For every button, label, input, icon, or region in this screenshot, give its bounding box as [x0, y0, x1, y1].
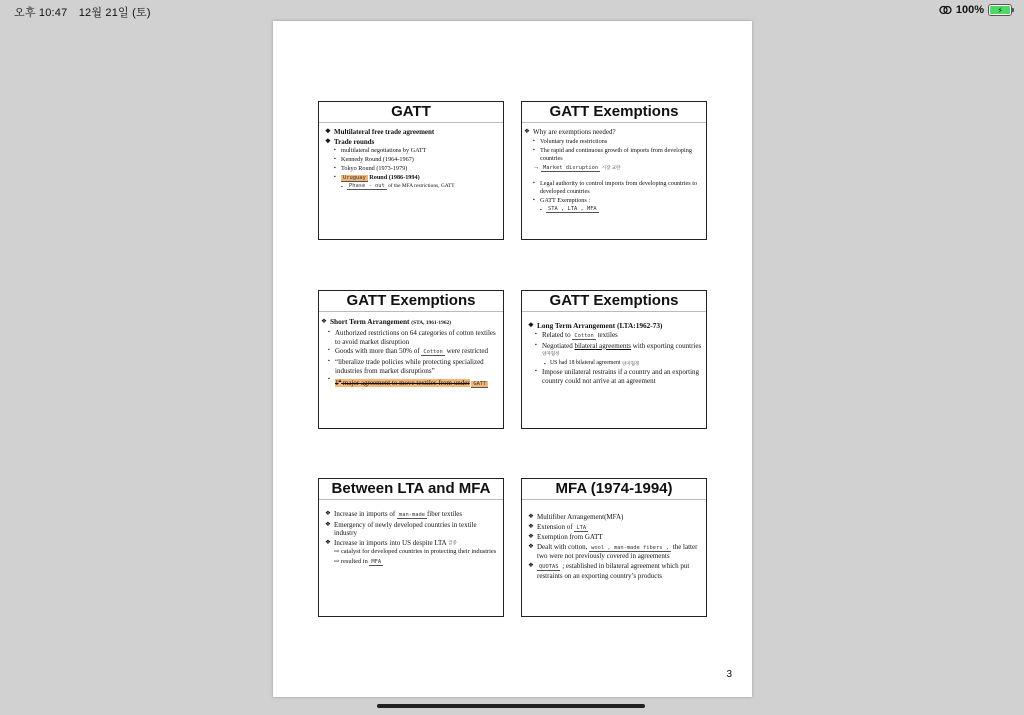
bullet-text: 1: [335, 378, 339, 387]
bullet-text: Extension of: [537, 522, 573, 531]
bullet: [321, 317, 499, 328]
bullet-text: Round (1986-1994): [369, 174, 420, 182]
document-page: [273, 21, 752, 697]
battery-icon: ⚡: [988, 4, 1012, 16]
handwritten-annotation: 양자협정: [621, 360, 640, 366]
bullet: ❖ Long Term Arrangement (LTA:1962-73): [528, 321, 702, 330]
arrow-right-icon: ⇨: [334, 548, 340, 556]
slide-between-lta-mfa: [318, 478, 504, 617]
bullet-text: major agreement to move textiles from under: [341, 378, 470, 387]
slide-gatt-exemptions-1: [521, 101, 707, 240]
handwritten-note: Uruguay: [343, 175, 366, 182]
bullet-text: Dealt with cotton,: [537, 542, 588, 551]
bullet-text: Negotiated: [542, 341, 573, 350]
link-icon: [939, 5, 952, 15]
sub-bullet: ▪ Voluntary trade restrictions: [524, 138, 702, 146]
bullet-text: US had 18 bilateral agreement: [550, 359, 621, 366]
handwritten-note: Cotton: [423, 349, 443, 356]
bullet-text: fiber textiles: [426, 510, 463, 518]
bullet: ❖ Exemption from GATT: [528, 533, 702, 542]
bullet: [528, 562, 702, 580]
battery-percent: 100%: [955, 4, 984, 16]
bullet-text: were restricted: [446, 347, 488, 356]
home-indicator[interactable]: [377, 704, 645, 708]
handwritten-annotation: 양자협정: [542, 351, 560, 357]
handwritten-note: LTA: [576, 524, 587, 531]
bullet: ❖ Multilateral free trade agreement: [325, 128, 499, 137]
bullet: ❖ Why are exemptions needed?: [524, 128, 702, 137]
sub-bullet: ▪ Kennedy Round (1964-1967): [325, 156, 499, 164]
bullet-text: ; established in bilateral agreement which put restraints on an exporting country’s products: [537, 561, 690, 580]
arrow-right-icon: ⇨: [334, 557, 340, 565]
bullet: ❖ Multifiber Arrangement(MFA): [528, 513, 702, 522]
status-time: 오후 10:47: [14, 7, 68, 19]
slide-gatt-exemptions-sta: [318, 290, 504, 429]
slide-title: GATT Exemptions: [522, 291, 706, 312]
bullet-text: catalyst for developed countries in protecting their industries: [340, 548, 497, 556]
slide-title: Between LTA and MFA: [319, 479, 503, 500]
handwritten-note: Cotton: [574, 333, 594, 340]
slide-title: MFA (1974-1994): [522, 479, 706, 500]
bullet: [528, 543, 702, 561]
slide-mfa: [521, 478, 707, 617]
status-right: [939, 4, 1012, 16]
sub-bullet: ▪ Legal authority to control imports from developing countries to developed countries: [524, 180, 702, 196]
bullet: ❖ Trade rounds: [325, 138, 499, 147]
arrow-line: [325, 558, 499, 567]
bullet-text: the latter two were not previously covered in agreements: [537, 542, 698, 561]
bullet-note: (STA, 1961-1962): [411, 320, 452, 326]
sub-bullet: ▪ Authorized restrictions on 64 categories of cotton textiles to avoid market disruption: [321, 329, 499, 346]
sub-sub-bullet: [524, 206, 702, 213]
handwritten-note: GATT: [473, 380, 487, 387]
bullet: ❖ Emergency of newly developed countries in textile industry: [325, 521, 499, 538]
bullet: [528, 523, 702, 533]
sub-bullet: ▪ Tokyo Round (1973-1979): [325, 165, 499, 173]
handwritten-note: MFA: [371, 558, 382, 565]
highlighted-text: [335, 379, 470, 387]
arrow-right-icon: →: [533, 163, 540, 171]
underlined-text: bilateral agreements: [574, 341, 632, 350]
slide-title: GATT: [319, 102, 503, 123]
arrow-line: [524, 164, 702, 173]
handwritten-note: STA , LTA , MFA: [548, 206, 597, 213]
slide-gatt-exemptions-lta: [521, 290, 707, 429]
bullet-text: Increase in imports into US despite LTA: [334, 538, 447, 547]
bullet-text: Increase in imports of: [334, 510, 396, 518]
sub-bullet: ▪ The rapid and continuous growth of imports from developing countries: [524, 147, 702, 163]
handwritten-annotation: 시장 교란: [601, 164, 621, 170]
sub-bullet: ▪ “liberalize trade policies while protecting specialized industries from market disruptions”: [321, 358, 499, 375]
sub-bullet: ▪ multilateral negotiations by GATT: [325, 147, 499, 155]
superscript: st: [338, 377, 342, 383]
handwritten-annotation: 급증: [448, 539, 457, 545]
bullet-text: textiles: [597, 331, 618, 340]
bullet-text: Goods with more than 50% of: [335, 347, 420, 356]
handwritten-note: QUOTAS: [539, 563, 559, 570]
sub-sub-bullet: [528, 360, 702, 367]
sub-bullet: [528, 331, 702, 341]
slide-gatt: [318, 101, 504, 240]
handwritten-note: Market disruption: [543, 164, 599, 171]
sub-bullet: ▪ Impose unilateral restrains if a country and an exporting country could not arrive at an agreement: [528, 368, 702, 385]
bullet-text: resulted in: [340, 557, 368, 565]
page-number: 3: [726, 669, 732, 680]
sub-bullet: [321, 376, 499, 388]
sub-sub-bullet: [325, 183, 499, 190]
slide-title: GATT Exemptions: [522, 102, 706, 123]
bullet-text: with exporting countries: [632, 341, 702, 350]
arrow-line: [325, 548, 499, 557]
status-date: 12월 21일 (토): [78, 7, 151, 19]
handwritten-note: wool , man-made fibers ,: [591, 544, 669, 551]
sub-bullet: [321, 347, 499, 357]
status-bar: [0, 0, 1024, 20]
handwritten-note: man-made: [398, 512, 425, 518]
status-left: [14, 4, 159, 20]
sub-bullet: ▪ GATT Exemptions :: [524, 197, 702, 205]
bullet-text: Short Term Arrangement: [330, 317, 410, 326]
slide-title: GATT Exemptions: [319, 291, 503, 312]
bullet: [325, 539, 499, 548]
bullet-text: Related to: [542, 331, 571, 340]
sub-bullet: [325, 174, 499, 182]
bullet: [325, 510, 499, 520]
handwritten-note: Phase - out: [349, 183, 385, 190]
bullet-text: of the MFA restrictions, GATT: [388, 183, 455, 190]
sub-bullet: [528, 342, 702, 359]
